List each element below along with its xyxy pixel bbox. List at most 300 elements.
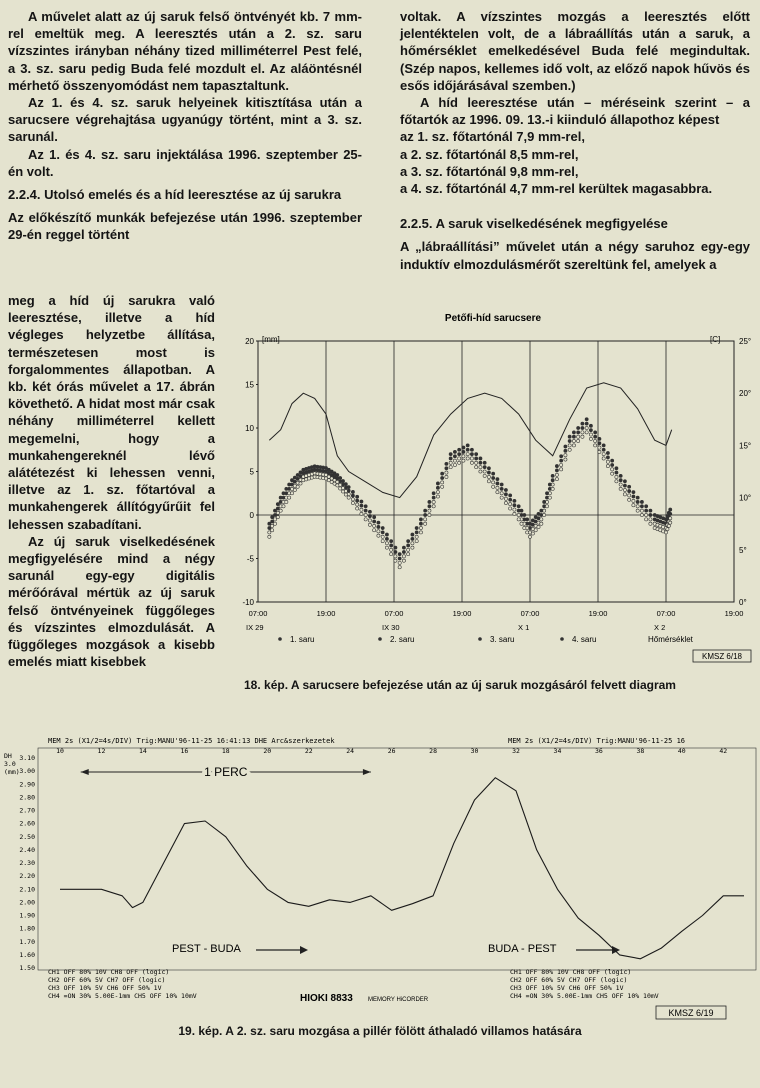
data-point-3-saru — [394, 546, 397, 549]
data-point-1-saru — [385, 537, 388, 540]
figure-18-chart — [228, 305, 754, 677]
data-point-3-saru — [504, 488, 507, 491]
data-point-1-saru — [407, 544, 410, 547]
data-point-2-saru — [568, 444, 571, 447]
unit-label: DH 3.0 (mm) — [4, 752, 20, 776]
data-point-1-saru — [636, 500, 639, 503]
data-point-4-saru — [458, 461, 461, 464]
figure-18-caption: 18. kép. A sarucsere befejezése után az új saruk mozgásáról felvett diagram — [244, 678, 676, 692]
y-tick-label: 10 — [245, 424, 254, 433]
data-point-1-saru — [623, 484, 626, 487]
data-point-4-saru — [441, 485, 444, 488]
data-point-1-saru — [394, 550, 397, 553]
data-point-4-saru — [449, 466, 452, 469]
data-point-3-saru — [288, 483, 291, 486]
left-column — [8, 8, 362, 244]
data-point-3-saru — [347, 486, 350, 489]
legend-marker — [560, 637, 564, 641]
arrow-head — [81, 769, 89, 775]
data-point-3-saru — [640, 500, 643, 503]
data-point-3-saru — [276, 503, 279, 506]
data-point-4-saru — [520, 522, 523, 525]
data-point-4-saru — [540, 522, 543, 525]
data-point-4-saru — [577, 439, 580, 442]
data-point-4-saru — [526, 531, 529, 534]
data-point-1-saru — [424, 513, 427, 516]
data-point-1-saru — [602, 448, 605, 451]
recorder-brand-sub: MEMORY HiCORDER — [368, 997, 429, 1003]
data-point-3-saru — [589, 424, 592, 427]
y-right-tick-label: 5° — [739, 545, 747, 555]
data-point-3-saru — [364, 505, 367, 508]
data-point-3-saru — [424, 509, 427, 512]
y-tick-label: 1.70 — [19, 937, 35, 946]
data-point-2-saru — [273, 518, 276, 521]
data-point-3-saru — [564, 445, 567, 448]
data-point-1-saru — [411, 537, 414, 540]
legend-marker — [278, 637, 282, 641]
legend-marker — [478, 637, 482, 641]
y-tick-label: 0 — [249, 511, 254, 520]
data-point-2-saru — [436, 491, 439, 494]
recorder-header-right: MEM 2s (X1/2=4s/DIV) Trig:MANU'96-11-25 16 — [508, 737, 686, 745]
x-tick-label: 16 — [180, 747, 189, 755]
data-point-3-saru — [528, 522, 531, 525]
data-point-3-saru — [479, 457, 482, 460]
data-point-3-saru — [649, 509, 652, 512]
data-point-3-saru — [470, 448, 473, 451]
data-point-4-saru — [669, 521, 672, 524]
section-heading: 2.2.5. A saruk viselkedésének megfigyelése — [400, 216, 668, 232]
data-point-4-saru — [462, 459, 465, 462]
data-point-1-saru — [513, 504, 516, 507]
data-point-2-saru — [351, 498, 354, 501]
data-point-2-saru — [623, 488, 626, 491]
data-point-4-saru — [513, 512, 516, 515]
data-point-2-saru — [276, 511, 279, 514]
data-point-3-saru — [534, 516, 537, 519]
data-point-4-saru — [373, 529, 376, 532]
data-point-3-saru — [560, 455, 563, 458]
data-point-3-saru — [623, 480, 626, 483]
data-point-2-saru — [645, 513, 648, 516]
data-point-2-saru — [581, 431, 584, 434]
data-point-1-saru — [598, 442, 601, 445]
data-point-1-saru — [402, 550, 405, 553]
data-point-4-saru — [377, 534, 380, 537]
data-point-4-saru — [500, 496, 503, 499]
data-point-3-saru — [509, 494, 512, 497]
data-point-2-saru — [428, 509, 431, 512]
data-point-2-saru — [611, 468, 614, 471]
data-point-2-saru — [385, 542, 388, 545]
data-point-1-saru — [560, 459, 563, 462]
data-point-4-saru — [268, 535, 271, 538]
data-point-4-saru — [466, 457, 469, 460]
data-point-3-saru — [299, 471, 302, 474]
data-point-2-saru — [602, 453, 605, 456]
data-point-2-saru — [509, 503, 512, 506]
data-point-4-saru — [394, 559, 397, 562]
data-point-4-saru — [509, 507, 512, 510]
data-point-2-saru — [504, 497, 507, 500]
data-point-1-saru — [594, 435, 597, 438]
y-tick-label: 2.70 — [19, 806, 35, 815]
direction-label-pest-buda: PEST - BUDA — [172, 943, 241, 955]
data-point-3-saru — [360, 500, 363, 503]
data-point-3-saru — [475, 453, 478, 456]
data-point-3-saru — [632, 491, 635, 494]
data-point-4-saru — [368, 523, 371, 526]
legend-entry: 1. saru — [290, 635, 315, 644]
x-tick-label: 07:00 — [384, 609, 404, 618]
data-point-2-saru — [453, 459, 456, 462]
data-point-4-saru — [282, 505, 285, 508]
data-point-2-saru — [649, 518, 652, 521]
data-point-4-saru — [628, 498, 631, 501]
data-point-3-saru — [500, 483, 503, 486]
data-point-2-saru — [373, 524, 376, 527]
data-point-3-saru — [517, 505, 520, 508]
list-item: a 2. sz. főtartónál 8,5 mm-rel, — [400, 146, 579, 162]
y-right-tick-label: 10° — [739, 493, 752, 503]
x-tick-label: 19:00 — [724, 609, 744, 618]
data-point-1-saru — [555, 469, 558, 472]
data-point-3-saru — [428, 500, 431, 503]
data-point-3-saru — [339, 476, 342, 479]
data-point-2-saru — [572, 439, 575, 442]
data-point-2-saru — [441, 481, 444, 484]
data-point-2-saru — [466, 453, 469, 456]
data-point-3-saru — [568, 435, 571, 438]
chart-title: Petőfi-híd sarucsere — [444, 313, 542, 324]
data-point-1-saru — [368, 514, 371, 517]
data-point-3-saru — [543, 500, 546, 503]
recorder-header-left: MEM 2s (X1/2=4s/DIV) Trig:MANU'96-11-25 16:41:13 DHE Arc&szerkezetek — [48, 737, 335, 745]
data-point-2-saru — [424, 518, 427, 521]
figure-stamp: KMSZ 6/18 — [701, 652, 743, 661]
data-point-1-saru — [632, 495, 635, 498]
data-point-4-saru — [504, 501, 507, 504]
data-point-4-saru — [364, 518, 367, 521]
data-point-2-saru — [268, 531, 271, 534]
data-point-1-saru — [475, 457, 478, 460]
data-point-3-saru — [598, 437, 601, 440]
data-point-1-saru — [432, 496, 435, 499]
data-point-3-saru — [540, 509, 543, 512]
data-point-1-saru — [419, 522, 422, 525]
data-point-2-saru — [415, 535, 418, 538]
data-point-3-saru — [285, 487, 288, 490]
data-point-4-saru — [667, 524, 670, 527]
legend-entry: Hőmérséklet — [648, 635, 693, 644]
y-right-tick-label: 25° — [739, 337, 752, 346]
data-point-2-saru — [394, 555, 397, 558]
data-point-4-saru — [271, 529, 274, 532]
y-tick-label: 2.20 — [19, 872, 35, 881]
data-point-2-saru — [615, 475, 618, 478]
section-heading: 2.2.4. Utolsó emelés és a híd leeresztése az új sarukra — [8, 187, 342, 203]
data-point-1-saru — [568, 439, 571, 442]
x-tick-label: 24 — [346, 747, 355, 755]
data-point-3-saru — [411, 533, 414, 536]
data-point-2-saru — [445, 471, 448, 474]
data-point-4-saru — [594, 444, 597, 447]
data-point-2-saru — [487, 475, 490, 478]
data-point-4-saru — [496, 491, 499, 494]
data-point-3-saru — [415, 526, 418, 529]
figure-stamp: KMSZ 6/19 — [668, 1008, 714, 1018]
data-point-1-saru — [276, 507, 279, 510]
y-tick-label: 2.40 — [19, 845, 35, 854]
data-point-4-saru — [568, 448, 571, 451]
data-point-2-saru — [402, 555, 405, 558]
data-point-2-saru — [500, 492, 503, 495]
data-point-4-saru — [347, 496, 350, 499]
date-label: X 2 — [654, 623, 666, 632]
data-point-2-saru — [390, 548, 393, 551]
data-point-4-saru — [551, 487, 554, 490]
data-point-1-saru — [628, 489, 631, 492]
data-point-1-saru — [551, 479, 554, 482]
data-point-2-saru — [419, 526, 422, 529]
data-point-3-saru — [664, 518, 667, 521]
data-point-3-saru — [611, 459, 614, 462]
x-tick-label: 18 — [221, 747, 230, 755]
x-tick-label: 19:00 — [588, 609, 608, 618]
data-point-4-saru — [548, 496, 551, 499]
data-point-4-saru — [339, 487, 342, 490]
data-point-4-saru — [279, 509, 282, 512]
data-point-3-saru — [466, 444, 469, 447]
data-point-1-saru — [268, 526, 271, 529]
data-point-4-saru — [424, 522, 427, 525]
y-tick-label: -10 — [242, 598, 254, 607]
right-column — [400, 8, 750, 273]
data-point-1-saru — [351, 494, 354, 497]
y-tick-label: 2.80 — [19, 793, 35, 802]
data-point-3-saru — [381, 526, 384, 529]
data-point-1-saru — [449, 457, 452, 460]
data-point-3-saru — [441, 472, 444, 475]
data-point-4-saru — [432, 505, 435, 508]
data-point-3-saru — [513, 499, 516, 502]
data-point-2-saru — [398, 561, 401, 564]
data-point-2-saru — [432, 500, 435, 503]
series-line-ch4 — [60, 778, 744, 959]
data-point-2-saru — [475, 461, 478, 464]
data-point-3-saru — [377, 521, 380, 524]
data-point-3-saru — [531, 519, 534, 522]
data-point-3-saru — [458, 448, 461, 451]
date-label: IX 29 — [246, 623, 264, 632]
data-point-4-saru — [585, 431, 588, 434]
x-tick-label: 19:00 — [316, 609, 336, 618]
data-point-3-saru — [445, 462, 448, 465]
data-point-4-saru — [483, 474, 486, 477]
data-point-3-saru — [585, 418, 588, 421]
data-point-4-saru — [336, 484, 339, 487]
data-point-1-saru — [500, 487, 503, 490]
direction-label-buda-pest: BUDA - PEST — [488, 943, 557, 955]
data-point-1-saru — [470, 453, 473, 456]
y-tick-label: -5 — [246, 554, 254, 564]
data-point-4-saru — [276, 516, 279, 519]
data-point-1-saru — [577, 431, 580, 434]
data-point-2-saru — [360, 508, 363, 511]
data-point-4-saru — [470, 461, 473, 464]
list-item: a 3. sz. főtartónál 9,8 mm-rel, — [400, 163, 579, 179]
y-tick-label: 5 — [249, 467, 254, 477]
y-tick-label: 3.00 — [19, 767, 35, 776]
data-point-4-saru — [531, 532, 534, 535]
data-point-2-saru — [555, 473, 558, 476]
data-point-4-saru — [581, 435, 584, 438]
data-point-1-saru — [356, 499, 359, 502]
y-tick-label: 2.30 — [19, 859, 35, 867]
data-point-3-saru — [336, 473, 339, 476]
data-point-1-saru — [615, 471, 618, 474]
data-point-1-saru — [462, 450, 465, 453]
channel-settings-right: CH1 OFF 80% 10V CH8 OFF (logic) CH2 OFF 60% 5V CH7 OFF (logic) CH3 OFF 10% 5V CH6 OFF 50% 1V CH4 =ON 30% 5.00E-1mm CH5 OFF 10% 10mV — [510, 968, 659, 1000]
data-point-3-saru — [545, 492, 548, 495]
data-point-3-saru — [551, 474, 554, 477]
data-point-4-saru — [543, 513, 546, 516]
data-point-4-saru — [381, 540, 384, 543]
data-point-3-saru — [666, 514, 669, 517]
data-point-4-saru — [623, 493, 626, 496]
data-point-2-saru — [594, 439, 597, 442]
data-point-1-saru — [466, 448, 469, 451]
data-point-4-saru — [632, 504, 635, 507]
x-tick-label: 36 — [594, 747, 603, 755]
data-point-1-saru — [436, 486, 439, 489]
data-point-4-saru — [290, 492, 293, 495]
data-point-4-saru — [356, 507, 359, 510]
list-item: a 4. sz. főtartónál 4,7 mm-rel kerültek magasabbra. — [400, 181, 713, 197]
data-point-1-saru — [373, 520, 376, 523]
data-point-4-saru — [589, 437, 592, 440]
y-tick-label: 15 — [245, 380, 254, 390]
data-point-4-saru — [645, 518, 648, 521]
data-point-1-saru — [645, 509, 648, 512]
data-point-1-saru — [581, 426, 584, 429]
list-item: az 1. sz. főtartónál 7,9 mm-rel, — [400, 129, 585, 145]
data-point-1-saru — [398, 557, 401, 560]
data-point-3-saru — [356, 495, 359, 498]
date-label: X 1 — [518, 623, 530, 632]
data-point-3-saru — [594, 431, 597, 434]
data-point-4-saru — [344, 493, 347, 496]
data-point-3-saru — [520, 509, 523, 512]
data-point-3-saru — [555, 464, 558, 467]
data-point-4-saru — [360, 512, 363, 515]
x-tick-label: 34 — [553, 747, 562, 755]
data-point-3-saru — [577, 426, 580, 429]
arrow-head — [363, 769, 371, 775]
data-point-3-saru — [368, 510, 371, 513]
x-tick-label: 26 — [387, 747, 396, 755]
y-right-tick-label: 20° — [739, 389, 752, 399]
legend-marker — [378, 637, 382, 641]
x-tick-label: 22 — [304, 747, 313, 755]
data-point-4-saru — [351, 501, 354, 504]
data-point-4-saru — [611, 472, 614, 475]
data-point-4-saru — [523, 526, 526, 529]
data-point-1-saru — [458, 453, 461, 456]
paragraph: meg a híd új sarukra való leeresztése, illetve a híd végleges helyzetbe állítása, természetesen most is forgalommentes állapotban. A kb. két órás művelet a 17. ábrán követhető. A hidat most már csak néhány milliméterrel kellett megemelni, hogy a munkahengereknél lévő alátétezést ki lehessen venni, illetve az 1. sz. főtartóval a munkahengerek állítógyűrűit fel lehessen szabadítani. — [8, 293, 215, 532]
data-point-3-saru — [273, 509, 276, 512]
y-tick-label: 2.10 — [19, 885, 35, 894]
data-point-2-saru — [540, 518, 543, 521]
x-tick-label: 07:00 — [656, 609, 676, 618]
data-point-3-saru — [492, 472, 495, 475]
data-point-3-saru — [402, 546, 405, 549]
data-point-2-saru — [492, 481, 495, 484]
data-point-2-saru — [381, 535, 384, 538]
data-point-3-saru — [449, 453, 452, 456]
data-point-2-saru — [517, 513, 520, 516]
data-point-1-saru — [415, 531, 418, 534]
data-point-1-saru — [640, 505, 643, 508]
left-column-wrapped — [8, 260, 215, 670]
x-tick-label: 38 — [636, 747, 645, 755]
data-point-2-saru — [479, 466, 482, 469]
data-point-3-saru — [390, 540, 393, 543]
data-point-3-saru — [290, 479, 293, 482]
data-point-4-saru — [390, 553, 393, 556]
data-point-3-saru — [602, 444, 605, 447]
x-tick-label: 14 — [138, 747, 147, 755]
data-point-3-saru — [487, 467, 490, 470]
x-tick-label: 12 — [97, 747, 106, 755]
data-point-3-saru — [523, 513, 526, 516]
paragraph: Az 1. és 4. sz. saruk helyeinek kitisztítása után a sarucsere végrehajtása ugyanúgy történt, mint a 3. sz. sarunál. — [8, 95, 362, 145]
data-point-3-saru — [526, 518, 529, 521]
y-tick-label: 20 — [245, 337, 254, 346]
legend-entry: 3. saru — [490, 635, 515, 644]
data-point-2-saru — [483, 470, 486, 473]
paragraph: Az előkészítő munkák befejezése után 1996. szeptember 29-én reggel történt — [8, 210, 362, 243]
data-point-1-saru — [479, 461, 482, 464]
paragraph: voltak. A vízszintes mozgás a leeresztés előtt jelentéktelen volt, de a lábraállítás után a saruk, a hőmérséklet emelkedésével Buda felé megindultak. (Szép napos, kellemes idő volt, az előző napok hűvös és esős időjárásával szemben.) — [400, 9, 750, 93]
data-point-2-saru — [496, 486, 499, 489]
data-point-3-saru — [296, 473, 299, 476]
data-point-1-saru — [271, 520, 274, 523]
data-point-2-saru — [585, 426, 588, 429]
data-point-2-saru — [636, 505, 639, 508]
data-point-1-saru — [589, 429, 592, 432]
data-point-1-saru — [611, 463, 614, 466]
x-tick-label: 20 — [263, 747, 272, 755]
paragraph: Az 1. és 4. sz. saru injektálása 1996. szeptember 25-én volt. — [8, 146, 362, 179]
data-point-3-saru — [279, 496, 282, 499]
data-point-2-saru — [458, 457, 461, 460]
x-tick-label: 28 — [429, 747, 438, 755]
data-point-4-saru — [649, 522, 652, 525]
data-point-4-saru — [606, 464, 609, 467]
data-point-1-saru — [453, 455, 456, 458]
data-point-2-saru — [377, 530, 380, 533]
y-tick-label: 3.10 — [19, 754, 35, 762]
data-point-1-saru — [381, 531, 384, 534]
x-tick-label: 19:00 — [452, 609, 472, 618]
data-point-4-saru — [598, 450, 601, 453]
arrow-head — [300, 946, 308, 954]
paragraph: A híd leeresztése után – méréseink szerint – a főtartók az 1996. 09. 13.-i kiinduló állapothoz képest — [400, 95, 750, 128]
data-point-3-saru — [436, 482, 439, 485]
data-point-3-saru — [453, 450, 456, 453]
